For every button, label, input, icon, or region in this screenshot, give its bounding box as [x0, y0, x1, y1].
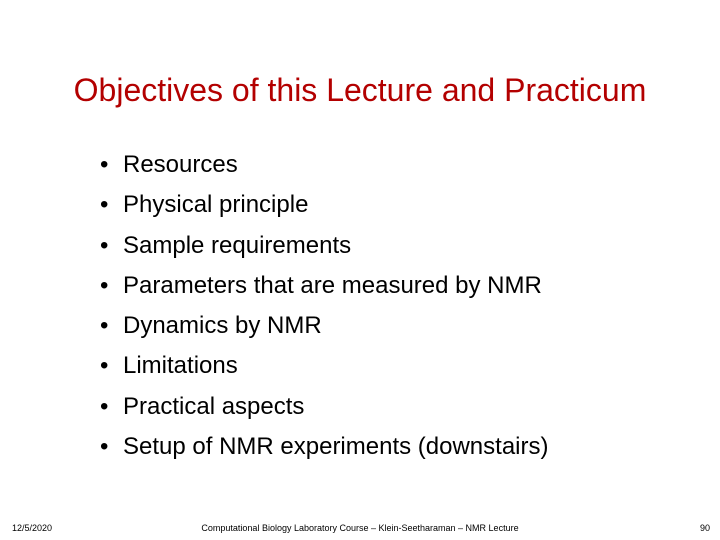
bullet-icon: • [100, 271, 109, 299]
list-item-text: Sample requirements [123, 231, 352, 259]
bullet-icon: • [100, 352, 109, 380]
list-item-text: Dynamics by NMR [123, 312, 322, 340]
bullet-icon: • [100, 312, 109, 340]
bullet-icon: • [100, 392, 109, 420]
bullet-icon: • [100, 433, 109, 461]
list-item-text: Physical principle [123, 191, 309, 219]
slide-title: Objectives of this Lecture and Practicum [73, 72, 647, 108]
list-item-text: Resources [123, 151, 238, 178]
list-item-text: Limitations [123, 352, 238, 380]
bullet-icon: • [100, 191, 109, 219]
list-item-text: Practical aspects [123, 392, 305, 420]
footer-course-text: Computational Biology Laboratory Course – Klein-Seetharaman – NMR Lecture [201, 523, 519, 533]
bullet-icon: • [100, 151, 109, 178]
list-item-text: Setup of NMR experiments (downstairs) [123, 433, 549, 461]
bullet-icon: • [100, 231, 109, 259]
footer-date: 12/5/2020 [12, 523, 53, 533]
list-item-text: Parameters that are measured by NMR [123, 271, 542, 299]
page-number: 90 [699, 523, 710, 533]
